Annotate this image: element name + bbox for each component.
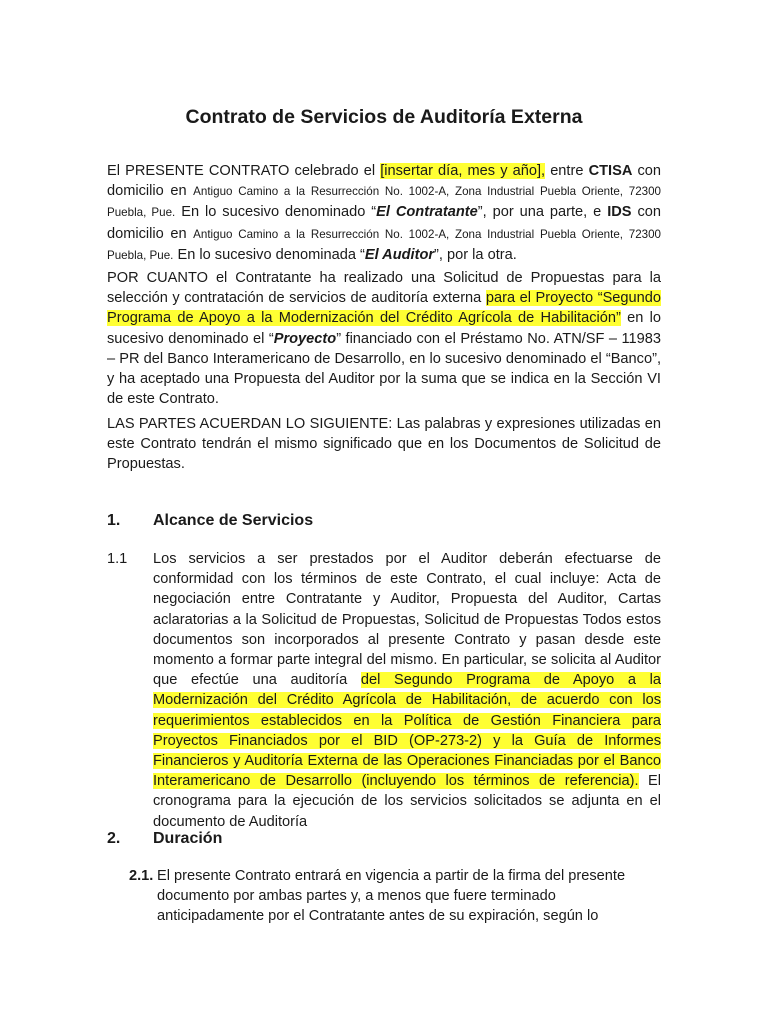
por-cuanto-paragraph (107, 268, 661, 409)
clause-text: El cronograma para la ejecución de los servicios solicitados se adjunta en el documento de Auditoría (153, 773, 661, 830)
document-title: Contrato de Servicios de Auditoría Externa (185, 106, 583, 128)
por-cuanto-text: POR CUANTO el Contratante ha realizado una Solicitud de Propuestas para la selección y contratación de servicios de auditoría externa (107, 270, 661, 307)
date-placeholder-highlight: [insertar día, mes y año], (380, 163, 546, 179)
intro-paragraph (107, 161, 661, 266)
clause-1-1-paragraph (153, 549, 661, 832)
contratante-term: El Contratante (376, 204, 478, 221)
contratante-address: Antiguo Camino a la Resurrección No. 1002-A, Zona Industrial Puebla Oriente, 72300 Puebla, Pue. (107, 185, 661, 220)
section-2-number: 2. (107, 830, 121, 847)
section-1-number: 1. (107, 512, 121, 529)
partes-paragraph: LAS PARTES ACUERDAN LO SIGUIENTE: Las palabras y expresiones utilizadas en este Contrato tendrán el mismo significado que en los Documentos de Solicitud de Propuestas. (107, 416, 661, 473)
intro-text: En lo sucesivo denominado “ (175, 204, 377, 221)
intro-text: ”, por una parte, e (477, 204, 608, 221)
auditor-address: Antiguo Camino a la Resurrección No. 1002-A, Zona Industrial Puebla Oriente, 72300 Puebla, Pue. (107, 227, 661, 262)
auditor-term: El Auditor (364, 246, 435, 263)
clause-2-1-number: 2.1. (129, 868, 154, 884)
intro-text: entre (545, 163, 589, 179)
audit-scope-highlight: del Segundo Programa de Apoyo a la Modernización del Crédito Agrícola de Habilitación, de acuerdo con los requerimientos establecidos en la Política de Gestión Financiera para Proyectos Financiados por el BID (OP-273-2) y la Guía de Informes Financieros y Auditoría Externa de las Operaciones Financiadas por el Banco Interamericano de Desarrollo (incluyendo los términos de referencia). (153, 672, 661, 790)
clause-2-1-paragraph: El presente Contrato entrará en vigencia a partir de la firma del presente documento por ambas partes y, a menos que fuere terminado anticipadamente por el Contratante antes de su expiración, según lo (157, 868, 626, 925)
clause-text: Los servicios a ser prestados por el Auditor deberán efectuarse de conformidad con los términos de este Contrato, el cual incluye: Acta de negociación entre Contratante y Auditor, Propuesta del Auditor, Cartas aclaratorias a la Solicitud de Propuestas, Solicitud de Propuestas Todos estos documentos son incorporados al presente Contrato y pasan desde este momento a formar parte integral del mismo. En particular, se solicita al Auditor que efectúe una auditoría (153, 551, 661, 689)
clause-1-1-number: 1.1 (107, 551, 128, 567)
proyecto-term: Proyecto (273, 330, 337, 347)
intro-text: ”, por la otra. (434, 246, 517, 263)
intro-text: En lo sucesivo denominada “ (173, 246, 365, 263)
intro-text: con domicilio en (107, 163, 662, 200)
intro-text: con domicilio en (107, 204, 661, 242)
section-2-heading: Duración (153, 830, 223, 847)
por-cuanto-text: ” financiado con el Préstamo No. ATN/SF – 11983 – PR del Banco Interamericano de Desarrollo, en lo sucesivo denominado el “Banco”, y ha aceptado una Propuesta del Auditor por la suma que se indica en la Sección VI de este Contrato. (107, 330, 661, 408)
project-name-highlight: para el Proyecto “Segundo Programa de Apoyo a la Modernización del Crédito Agrícola de Habilitación” (107, 290, 661, 327)
intro-text: El PRESENTE CONTRATO celebrado el (107, 163, 381, 179)
section-1-heading: Alcance de Servicios (153, 512, 314, 529)
auditor-name: IDS (607, 204, 632, 221)
por-cuanto-text: en lo sucesivo denominado el “ (107, 310, 661, 347)
contratante-name: CTISA (588, 163, 633, 179)
